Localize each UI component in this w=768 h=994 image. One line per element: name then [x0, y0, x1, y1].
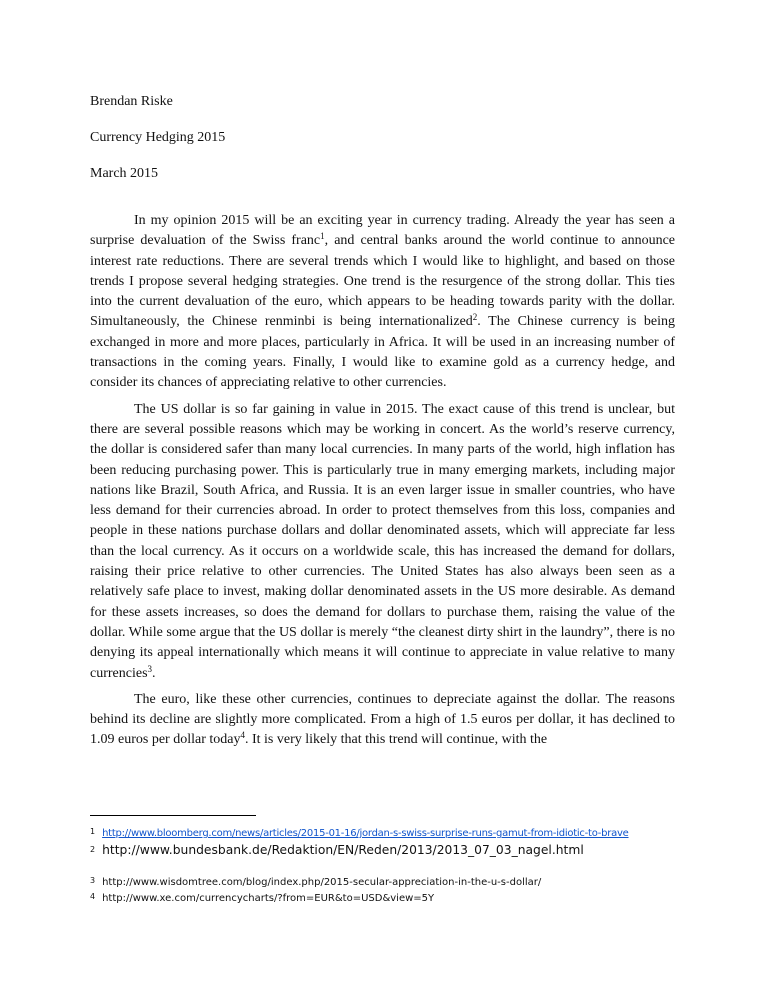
footnote-number: 2: [90, 845, 96, 854]
author-name: Brendan Riske: [90, 94, 173, 109]
footnote-separator: [90, 815, 256, 816]
course-title: Currency Hedging 2015: [90, 130, 226, 145]
footnote-url-3: http://www.wisdomtree.com/blog/index.php/2015-secular-appreciation-in-the-u-s-dollar/: [102, 877, 542, 888]
paragraph-text: . It is very likely that this trend will continue, with the: [244, 732, 548, 748]
paragraph-us-dollar: [90, 400, 675, 684]
paragraph-text: .: [152, 665, 156, 681]
footnote-2: [90, 843, 584, 857]
footnote-number: 4: [90, 892, 96, 901]
paragraph-text: In my opinion 2015 will be an exciting year in currency trading. Already the year has seen a surprise devaluation of the Swiss franc: [90, 213, 675, 249]
paragraph-euro: [90, 690, 675, 751]
essay-body: [90, 211, 675, 757]
paragraph-text: . The Chinese currency is being exchanged in more and more places, particularly in Africa. It will be used in an increasing number of transactions in the coming years. Finally, I would like to examine gold as a currency hedge, and consider its chances of appreciating relative to other currencies.: [90, 314, 676, 391]
footnote-3: [90, 874, 541, 890]
footnote-ref-3[interactable]: 3: [147, 663, 153, 674]
paragraph-text: The euro, like these other currencies, continues to depreciate against the dollar. The reasons behind its decline are slightly more complicated. From a high of 1.5 euros per dollar, it has declined to 1.09 euros per dollar today: [90, 691, 675, 748]
footnote-link-1[interactable]: http://www.bloomberg.com/news/articles/2015-01-16/jordan-s-swiss-surprise-runs-gamut-from-idiotic-to-brave: [102, 828, 629, 839]
footnote-url-4: http://www.xe.com/currencycharts/?from=EUR&to=USD&view=5Y: [102, 893, 435, 904]
footnote-ref-2[interactable]: 2: [472, 312, 478, 323]
footnote-1: [90, 825, 629, 841]
paragraph-text: The US dollar is so far gaining in value in 2015. The exact cause of this trend is unclear, but there are several possible reasons which may be working in concert. As the world’s reserve currency, the dollar is considered safer than many local currencies. In many parts of the world, high inflation has been reducing purchasing power. This is particularly true in many emerging markets, including major nations like Brazil, South Africa, and Russia. It is an even larger issue in smaller countries, who have less demand for their currencies abroad. In order to protect themselves from this loss, companies and people in these nations purchase dollars and dollar denominated assets, which will appreciate far less than the local currency. As it occurs on a worldwide scale, this has increased the demand for dollars, raising their price relative to other currencies. The United States has also always been seen as a relatively safe place to invest, making dollar denominated assets in the US more desirable. As demand for these assets increases, so does the demand for dollars to purchase them, raising the value of the dollar. While some argue that the US dollar is merely “the cleanest dirty shirt in the laundry”, there is no denying its appeal internationally which means it will continue to appreciate in value relative to many currencies: [90, 401, 675, 681]
footnote-ref-4[interactable]: 4: [240, 730, 245, 741]
paragraph-intro: [90, 211, 675, 394]
footnote-ref-1[interactable]: 1: [320, 231, 325, 242]
paragraph-text: , and central banks around the world continue to announce interest rate reductions. There are several trends which I would like to highlight, and based on those trends I propose several hedging strategies. One trend is the resurgence of the strong dollar. This ties into the current devaluation of the euro, which appears to be heading towards parity with the dollar. Simultaneously, the Chinese renminbi is being internationalized: [90, 233, 676, 330]
footnote-url-2: http://www.bundesbank.de/Redaktion/EN/Reden/2013/2013_07_03_nagel.html: [102, 843, 584, 857]
footnote-number: 1: [90, 827, 96, 836]
footnote-4: [90, 890, 434, 906]
footnote-number: 3: [90, 876, 96, 885]
document-date: March 2015: [90, 166, 159, 181]
